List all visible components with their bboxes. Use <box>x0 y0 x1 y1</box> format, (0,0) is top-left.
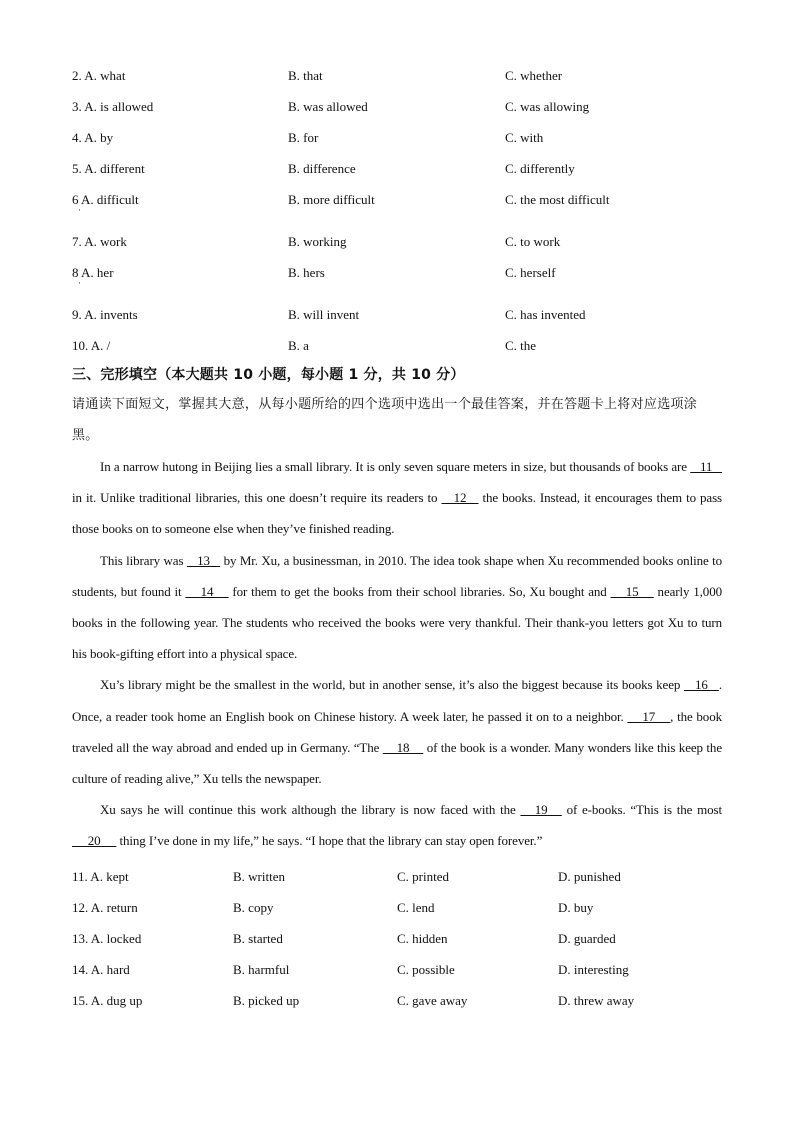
passage-text: , the book traveled all the way abroad and ended up in Germany. “The <box>72 708 722 755</box>
option-row-10 <box>72 330 722 361</box>
passage-text: by Mr. Xu, a businessman, in 2010. The idea took shape when Xu recommended books online to students, but found it <box>72 552 723 599</box>
option-b: B. started <box>233 930 283 946</box>
option-c: C. the most difficult <box>505 192 610 207</box>
cloze-passage <box>72 451 722 857</box>
blank-12: 12 <box>441 490 479 506</box>
option-a: 6 A. difficult <box>72 192 139 207</box>
passage-text: nearly 1,000 books in the following year. The students who received the books were very thankful. Their thank-you letters got Xu to turn his book-gifting effort into a physical space. <box>72 583 722 662</box>
option-a: 15. A. dug up <box>72 992 143 1008</box>
option-b: B. a <box>288 338 309 353</box>
option-row-4 <box>72 122 722 153</box>
previous-options-list <box>72 60 722 361</box>
question-row-13 <box>72 923 722 954</box>
question-row-15 <box>72 985 722 1016</box>
passage-paragraph-2 <box>72 545 722 670</box>
passage-text: In a narrow hutong in Beijing lies a small library. It is only seven square meters in size, but thousands of books are <box>100 459 691 474</box>
option-c: C. lend <box>397 899 435 915</box>
passage-text: Xu says he will continue this work although the library is now faced with the <box>100 802 521 818</box>
option-a: 14. A. hard <box>72 961 130 977</box>
option-c: C. possible <box>397 961 455 977</box>
section-instruction: 请通读下面短文，掌握其大意，从每小题所给的四个选项中选出一个最佳答案，并在答题卡上将对应选项涂黑。 <box>72 397 698 443</box>
option-a: 2. A. what <box>72 68 126 83</box>
question-row-11 <box>72 861 722 892</box>
question-row-12 <box>72 892 722 923</box>
option-c: C. hidden <box>397 930 448 946</box>
option-row-7 <box>72 226 722 257</box>
option-c: C. printed <box>397 868 449 884</box>
option-row-3 <box>72 91 722 122</box>
option-c: C. whether <box>505 68 563 83</box>
option-b: B. working <box>288 234 347 249</box>
blank-16: 16 <box>683 677 719 693</box>
passage-paragraph-4 <box>72 794 722 856</box>
option-a: 8 A. her <box>72 265 114 280</box>
option-row-5 <box>72 153 722 184</box>
section-heading: 三、完形填空（本大题共 10 小题，每小题 1 分，共 10 分） <box>72 367 465 383</box>
question-row-14 <box>72 954 722 985</box>
option-b: B. picked up <box>233 992 300 1008</box>
option-a: 13. A. locked <box>72 930 142 946</box>
passage-text: the books. Instead, it encourages them to pass those books on to someone else when they’ve finished reading. <box>72 490 723 537</box>
option-d: D. threw away <box>558 992 635 1008</box>
option-c: C. differently <box>505 161 575 176</box>
passage-text: This library was <box>100 552 187 568</box>
option-c: C. gave away <box>397 992 468 1008</box>
option-row-8 <box>72 257 722 299</box>
blank-19: 19 <box>520 802 562 818</box>
passage-paragraph-1 <box>72 451 722 545</box>
passage-text: for them to get the books from their school libraries. So, Xu bought and <box>228 583 611 599</box>
passage-text: thing I’ve done in my life,” he says. “I hope that the library can stay open forever.” <box>116 833 543 849</box>
blank-17: 17 <box>627 708 671 724</box>
option-b: B. for <box>288 130 319 145</box>
option-c: C. the <box>505 338 537 353</box>
option-row-6 <box>72 184 722 226</box>
option-d: D. punished <box>558 868 621 884</box>
passage-text: . Once, a reader took home an English book on Chinese history. A week later, he passed it on to a neighbor. <box>72 677 722 724</box>
option-b: B. harmful <box>233 961 290 977</box>
option-b: B. difference <box>288 161 356 176</box>
passage-text: of the book is a wonder. Many wonders like this keep the culture of reading alive,” Xu tells the newspaper. <box>72 739 722 787</box>
blank-15: 15 <box>610 583 654 599</box>
option-a: 5. A. different <box>72 161 145 176</box>
option-a: 10. A. / <box>72 338 111 353</box>
option-a: 4. A. by <box>72 130 114 145</box>
stray-dot-mark: · <box>78 278 81 288</box>
blank-11: 11 <box>690 459 723 474</box>
blank-20: 20 <box>72 833 117 849</box>
option-c: C. to work <box>505 234 561 249</box>
option-b: B. more difficult <box>288 192 375 207</box>
blank-13: 13 <box>186 552 221 568</box>
blank-14: 14 <box>185 583 229 599</box>
option-c: C. was allowing <box>505 99 590 114</box>
passage-paragraph-3 <box>72 669 722 794</box>
option-a: 7. A. work <box>72 234 127 249</box>
option-a: 11. A. kept <box>72 868 129 884</box>
question-options-list <box>72 861 722 1016</box>
option-a: 3. A. is allowed <box>72 99 154 114</box>
exam-page <box>72 60 722 1016</box>
option-c: C. with <box>505 130 544 145</box>
option-d: D. guarded <box>558 930 616 946</box>
option-b: B. written <box>233 868 285 884</box>
option-a: 9. A. invents <box>72 307 138 322</box>
option-row-9 <box>72 299 722 330</box>
option-b: B. that <box>288 68 323 83</box>
option-a: 12. A. return <box>72 899 138 915</box>
option-c: C. has invented <box>505 307 586 322</box>
passage-text: in it. Unlike traditional libraries, this one doesn’t require its readers to <box>72 490 442 506</box>
option-b: B. will invent <box>288 307 360 322</box>
option-b: B. copy <box>233 899 274 915</box>
option-row-2 <box>72 60 722 91</box>
option-d: D. buy <box>558 899 594 915</box>
blank-18: 18 <box>382 739 424 755</box>
option-b: B. was allowed <box>288 99 368 114</box>
option-d: D. interesting <box>558 961 629 977</box>
option-c: C. herself <box>505 265 556 280</box>
stray-dot-mark: · <box>78 205 81 215</box>
passage-text: of e-books. “This is the most <box>561 802 722 818</box>
option-b: B. hers <box>288 265 325 280</box>
passage-text: Xu’s library might be the smallest in the world, but in another sense, it’s also the biggest because its books keep <box>100 677 684 693</box>
